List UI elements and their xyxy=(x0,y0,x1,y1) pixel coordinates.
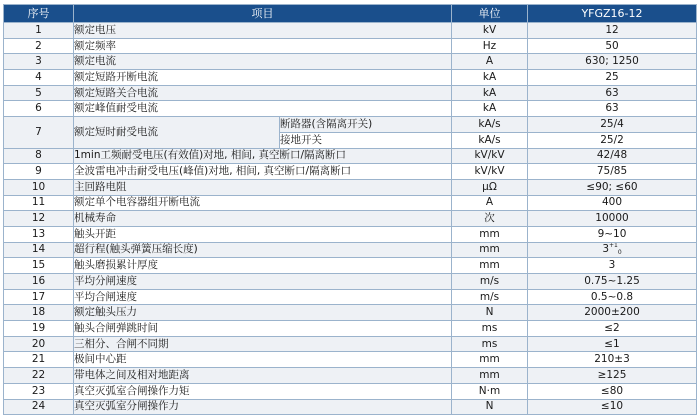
row-number: 7 xyxy=(4,117,74,148)
row-item: 触头磨损累计厚度 xyxy=(74,258,452,274)
table-row xyxy=(4,179,697,195)
table-row xyxy=(4,23,697,39)
row-value: 0.5~0.8 xyxy=(528,289,697,305)
value-tolerance-lower: 0 xyxy=(617,249,622,257)
table-row xyxy=(4,242,697,258)
table-row xyxy=(4,321,697,337)
row-number: 12 xyxy=(4,211,74,227)
row-item: 额定短路开断电流 xyxy=(74,70,452,86)
row-item: 平均合闸速度 xyxy=(74,289,452,305)
table-row xyxy=(4,117,697,133)
table-row xyxy=(4,352,697,368)
row-unit: Hz xyxy=(452,38,528,54)
row-number: 19 xyxy=(4,321,74,337)
row-unit: kA/s xyxy=(452,117,528,133)
row-item: 触头合闸弹跳时间 xyxy=(74,321,452,337)
row-unit: mm xyxy=(452,258,528,274)
row-value: ≤90; ≤60 xyxy=(528,179,697,195)
spec-table xyxy=(3,4,697,415)
value-main: 3 xyxy=(602,243,609,256)
row-unit: kA/s xyxy=(452,132,528,148)
table-row xyxy=(4,368,697,384)
row-unit: mm xyxy=(452,368,528,384)
table-row xyxy=(4,226,697,242)
value-tolerance-upper: +1 xyxy=(609,242,618,250)
row-number: 6 xyxy=(4,101,74,117)
row-unit: kV/kV xyxy=(452,164,528,180)
table-row xyxy=(4,70,697,86)
row-subitem: 断路器(含隔离开关) xyxy=(280,117,452,133)
table-row xyxy=(4,195,697,211)
row-value: 9~10 xyxy=(528,226,697,242)
row-unit: 次 xyxy=(452,211,528,227)
table-row xyxy=(4,148,697,164)
row-value xyxy=(528,242,697,258)
row-item: 超行程(触头弹簧压缩长度) xyxy=(74,242,452,258)
row-value: ≤10 xyxy=(528,399,697,415)
row-number: 5 xyxy=(4,85,74,101)
table-row xyxy=(4,258,697,274)
row-value: 400 xyxy=(528,195,697,211)
table-row xyxy=(4,274,697,290)
row-number: 1 xyxy=(4,23,74,39)
row-unit: kA xyxy=(452,70,528,86)
row-unit: μΩ xyxy=(452,179,528,195)
row-item: 三相分、合闸不同期 xyxy=(74,336,452,352)
row-unit: ms xyxy=(452,336,528,352)
row-item: 极间中心距 xyxy=(74,352,452,368)
table-row xyxy=(4,164,697,180)
row-unit: N·m xyxy=(452,383,528,399)
row-item: 触头开距 xyxy=(74,226,452,242)
row-value: 210±3 xyxy=(528,352,697,368)
row-value: 3 xyxy=(528,258,697,274)
row-unit: m/s xyxy=(452,289,528,305)
row-unit: mm xyxy=(452,226,528,242)
row-value: 63 xyxy=(528,101,697,117)
row-item: 全波雷电冲击耐受电压(峰值)对地, 相间, 真空断口/隔离断口 xyxy=(74,164,452,180)
row-number: 11 xyxy=(4,195,74,211)
row-item: 真空灭弧室分闸操作力 xyxy=(74,399,452,415)
row-item: 额定峰值耐受电流 xyxy=(74,101,452,117)
row-item: 额定短时耐受电流 xyxy=(74,117,280,148)
row-value: 25/2 xyxy=(528,132,697,148)
row-value: 63 xyxy=(528,85,697,101)
row-number: 16 xyxy=(4,274,74,290)
row-unit: kA xyxy=(452,85,528,101)
row-number: 13 xyxy=(4,226,74,242)
row-number: 24 xyxy=(4,399,74,415)
row-value: 2000±200 xyxy=(528,305,697,321)
row-unit: A xyxy=(452,54,528,70)
row-item: 额定频率 xyxy=(74,38,452,54)
row-item: 额定触头压力 xyxy=(74,305,452,321)
row-value: 75/85 xyxy=(528,164,697,180)
row-item: 额定短路关合电流 xyxy=(74,85,452,101)
row-unit: kA xyxy=(452,101,528,117)
row-value: ≤1 xyxy=(528,336,697,352)
table-row xyxy=(4,289,697,305)
row-number: 9 xyxy=(4,164,74,180)
row-item: 主回路电阻 xyxy=(74,179,452,195)
header-index: 序号 xyxy=(4,5,74,23)
row-item: 额定单个电容器组开断电流 xyxy=(74,195,452,211)
row-number: 2 xyxy=(4,38,74,54)
row-item: 真空灭弧室合闸操作力矩 xyxy=(74,383,452,399)
row-value: 42/48 xyxy=(528,148,697,164)
row-unit: kV/kV xyxy=(452,148,528,164)
row-number: 21 xyxy=(4,352,74,368)
row-item: 机械寿命 xyxy=(74,211,452,227)
row-number: 4 xyxy=(4,70,74,86)
table-body xyxy=(4,23,697,415)
row-value: 50 xyxy=(528,38,697,54)
row-unit: ms xyxy=(452,321,528,337)
header-model: YFGZ16-12 xyxy=(528,5,697,23)
row-item: 额定电压 xyxy=(74,23,452,39)
row-number: 18 xyxy=(4,305,74,321)
row-unit: N xyxy=(452,399,528,415)
row-number: 22 xyxy=(4,368,74,384)
table-row xyxy=(4,211,697,227)
row-value: 630; 1250 xyxy=(528,54,697,70)
table-row xyxy=(4,38,697,54)
table-row xyxy=(4,305,697,321)
header-unit: 单位 xyxy=(452,5,528,23)
header-row xyxy=(4,5,697,23)
row-number: 23 xyxy=(4,383,74,399)
row-number: 20 xyxy=(4,336,74,352)
row-unit: N xyxy=(452,305,528,321)
row-unit: m/s xyxy=(452,274,528,290)
row-item: 平均分闸速度 xyxy=(74,274,452,290)
row-value: 10000 xyxy=(528,211,697,227)
table-row xyxy=(4,383,697,399)
row-item: 1min工频耐受电压(有效值)对地, 相间, 真空断口/隔离断口 xyxy=(74,148,452,164)
row-item: 额定电流 xyxy=(74,54,452,70)
row-number: 14 xyxy=(4,242,74,258)
row-value: 25/4 xyxy=(528,117,697,133)
table-row xyxy=(4,54,697,70)
row-number: 15 xyxy=(4,258,74,274)
row-value: 12 xyxy=(528,23,697,39)
row-item: 带电体之间及相对地距离 xyxy=(74,368,452,384)
table-row xyxy=(4,101,697,117)
row-value: ≤80 xyxy=(528,383,697,399)
row-value: 25 xyxy=(528,70,697,86)
row-unit: kV xyxy=(452,23,528,39)
row-unit: A xyxy=(452,195,528,211)
row-number: 3 xyxy=(4,54,74,70)
header-item: 项目 xyxy=(74,5,452,23)
row-number: 10 xyxy=(4,179,74,195)
table-row xyxy=(4,399,697,415)
row-value: ≥125 xyxy=(528,368,697,384)
table-row xyxy=(4,85,697,101)
row-value: 0.75~1.25 xyxy=(528,274,697,290)
row-unit: mm xyxy=(452,352,528,368)
row-value: ≤2 xyxy=(528,321,697,337)
table-row xyxy=(4,336,697,352)
row-number: 17 xyxy=(4,289,74,305)
row-unit: mm xyxy=(452,242,528,258)
row-subitem: 接地开关 xyxy=(280,132,452,148)
row-number: 8 xyxy=(4,148,74,164)
